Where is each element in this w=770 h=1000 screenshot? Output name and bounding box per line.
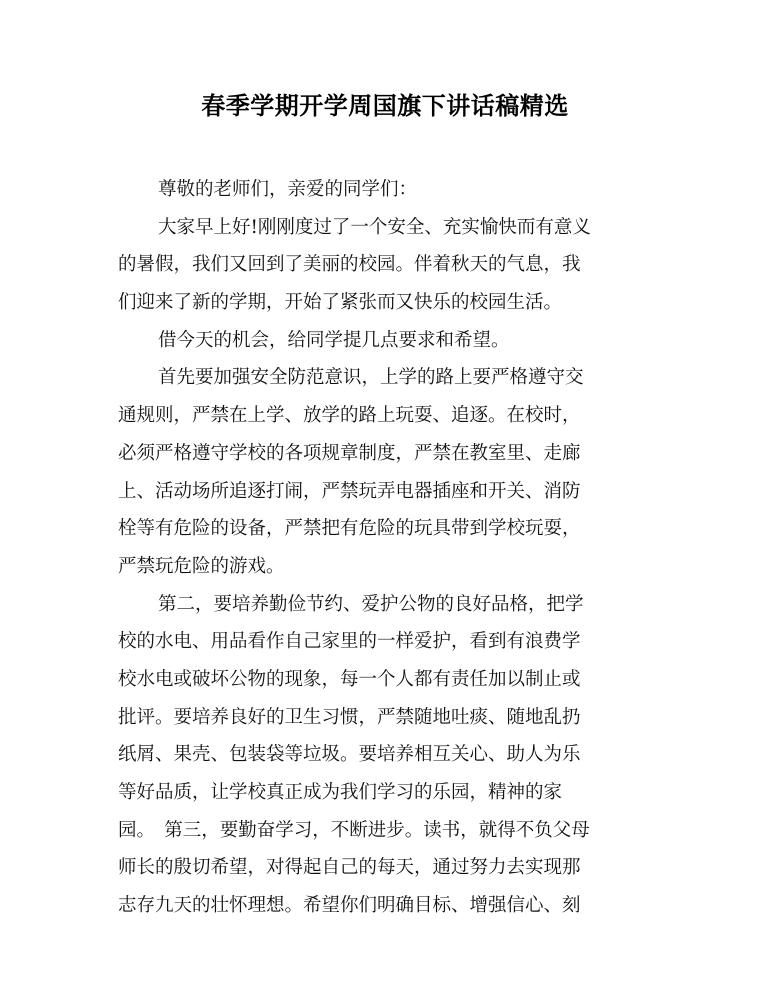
text-line: 校的水电、用品看作自己家里的一样爱护，看到有浪费学 [118,631,581,653]
text-line: 首先要加强安全防范意识，上学的路上要严格遵守交 [158,367,584,389]
text-line: 师长的殷切希望，对得起自己的每天，通过努力去实现那 [118,857,581,879]
text-line: 批评。要培养良好的卫生习惯，严禁随地吐痰、随地乱扔 [118,706,581,728]
text-line: 园。 第三，要勤奋学习，不断进步。读书，就得不负父母 [118,819,590,841]
text-line: 校水电或破坏公物的现象，每一个人都有责任加以制止或 [118,668,581,690]
text-line: 等好品质，让学校真正成为我们学习的乐园，精神的家 [118,782,563,803]
text-line: 纸屑、果壳、包装袋等垃圾。要培养相互关心、助人为乐 [118,744,581,766]
document-title: 春季学期开学周国旗下讲话稿精选 [201,92,569,120]
text-line: 的暑假，我们又回到了美丽的校园。伴着秋天的气息，我 [118,254,581,276]
text-line: 借今天的机会，给同学提几点要求和希望。 [158,329,510,351]
text-line: 第二，要培养勤俭节约、爱护公物的良好品格，把学 [158,593,584,615]
text-line: 大家早上好!刚刚度过了一个安全、充实愉快而有意义 [158,216,591,238]
text-line: 志存九天的壮怀理想。希望你们明确目标、增强信心、刻 [118,895,581,917]
text-line: 严禁玩危险的游戏。 [118,555,285,577]
document-body [118,171,658,925]
text-line: 栓等有危险的设备，严禁把有危险的玩具带到学校玩耍， [118,518,581,540]
text-line: 们迎来了新的学期，开始了紧张而又快乐的校园生活。 [118,292,563,314]
text-line: 通规则，严禁在上学、放学的路上玩耍、追逐。在校时， [118,405,581,427]
text-line: 尊敬的老师们，亲爱的同学们： [158,179,418,200]
text-line: 必须严格遵守学校的各项规章制度，严禁在教室里、走廊 [118,442,581,464]
text-line: 上、活动场所追逐打闹，严禁玩弄电器插座和开关、消防 [118,480,581,502]
